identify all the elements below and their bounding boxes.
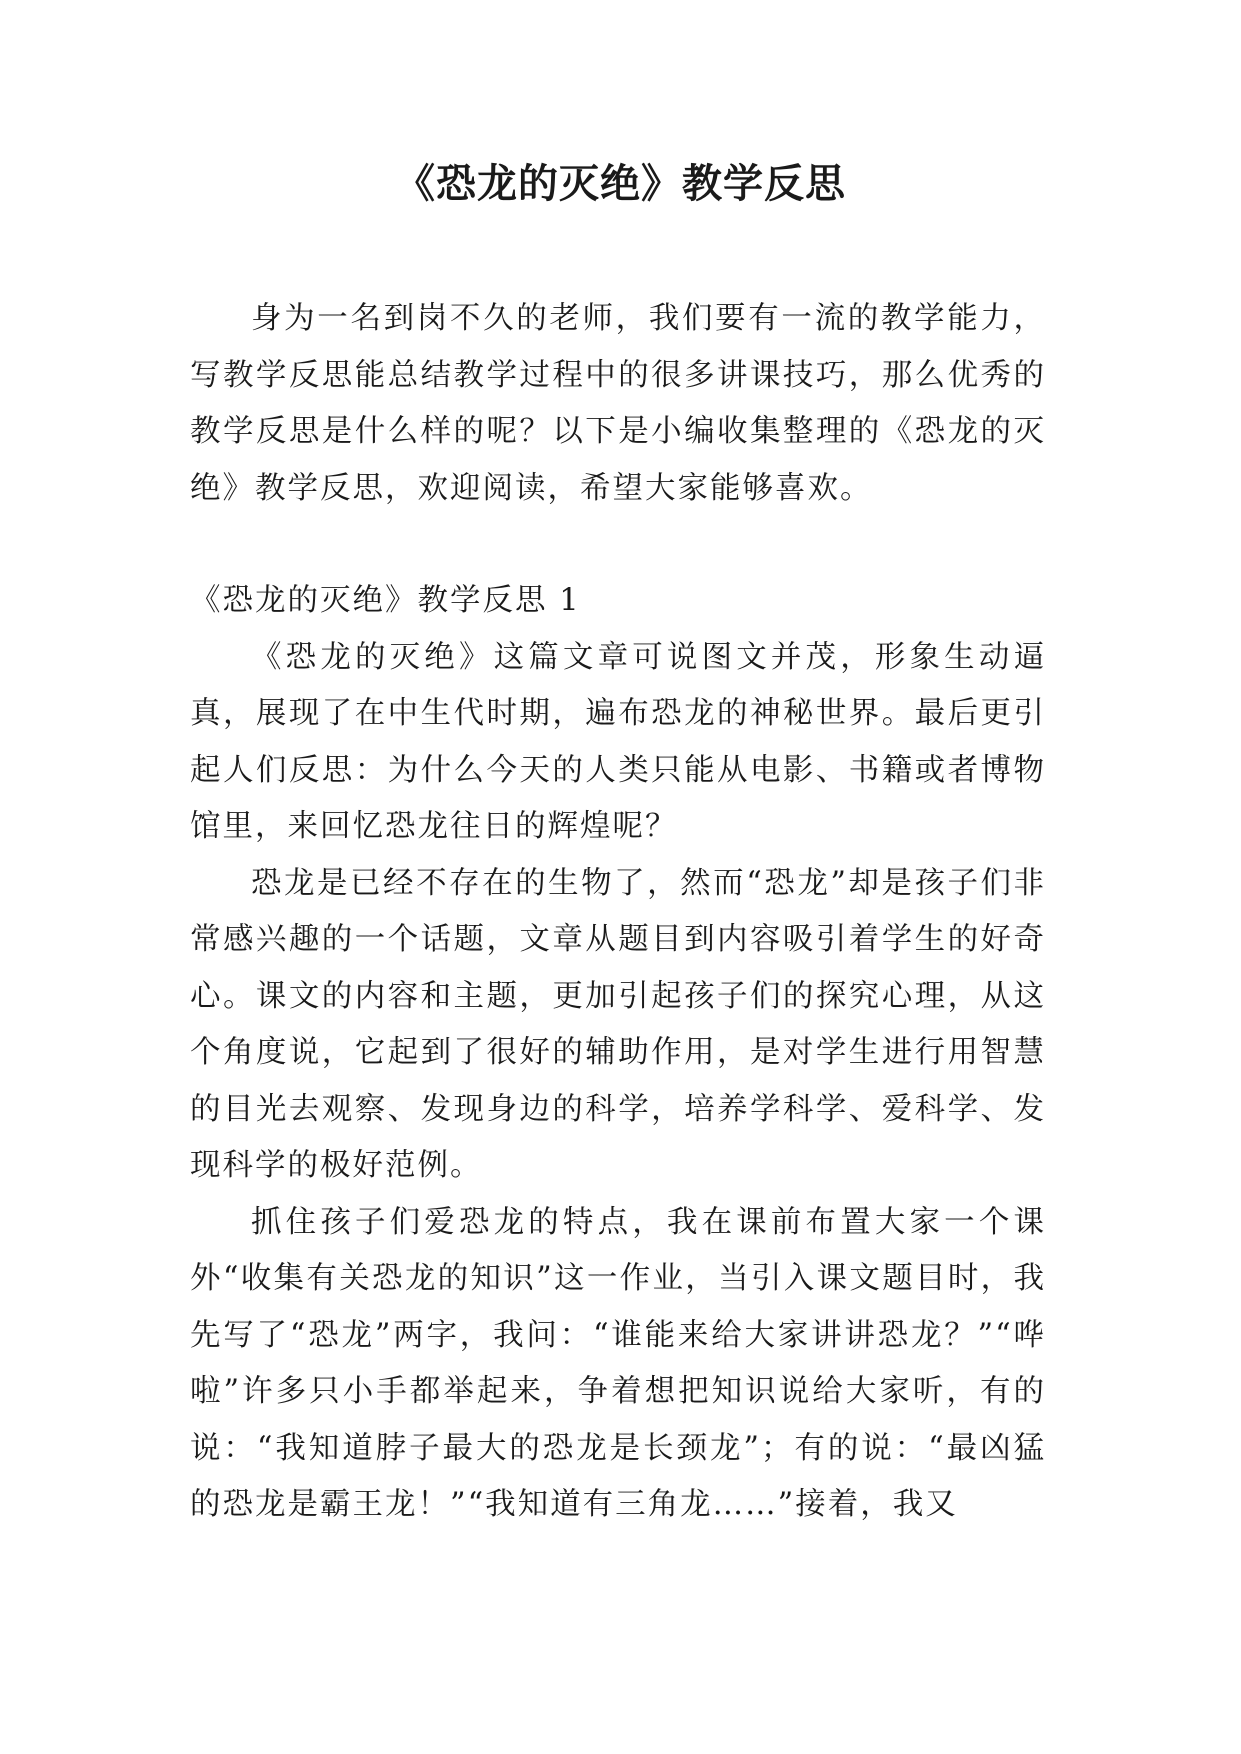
document-title: 《恐龙的灭绝》教学反思 bbox=[395, 161, 846, 207]
section-heading: 《恐龙的灭绝》教学反思 1 bbox=[190, 583, 581, 618]
body-paragraph-1: 《恐龙的灭绝》这篇文章可说图文并茂，形象生动逼真，展现了在中生代时期，遍布恐龙的神秘世界。最后更引起人们反思：为什么今天的人类只能从电影、书籍或者博物馆里，来回忆恐龙往日的辉煌呢？ bbox=[190, 639, 1046, 844]
body-paragraph-3: 抓住孩子们爱恐龙的特点，我在课前布置大家一个课外“收集有关恐龙的知识”这一作业，当引入课文题目时，我先写了“恐龙”两字，我问：“谁能来给大家讲讲恐龙？”“哗啦”许多只小手都举起来，争着想把知识说给大家听，有的说：“我知道脖子最大的恐龙是长颈龙”；有的说：“最凶猛的恐龙是霸王龙！”“我知道有三角龙……”接着，我又 bbox=[190, 1204, 1046, 1522]
document-body bbox=[190, 291, 1046, 1534]
body-paragraph-2: 恐龙是已经不存在的生物了，然而“恐龙”却是孩子们非常感兴趣的一个话题，文章从题目到内容吸引着学生的好奇心。课文的内容和主题，更加引起孩子们的探究心理，从这个角度说，它起到了很好的辅助作用，是对学生进行用智慧的目光去观察、发现身边的科学，培养学科学、爱科学、发现科学的极好范例。 bbox=[190, 865, 1046, 1183]
intro-paragraph: 身为一名到岗不久的老师，我们要有一流的教学能力，写教学反思能总结教学过程中的很多讲课技巧，那么优秀的教学反思是什么样的呢？以下是小编收集整理的《恐龙的灭绝》教学反思，欢迎阅读，希望大家能够喜欢。 bbox=[190, 301, 1046, 506]
